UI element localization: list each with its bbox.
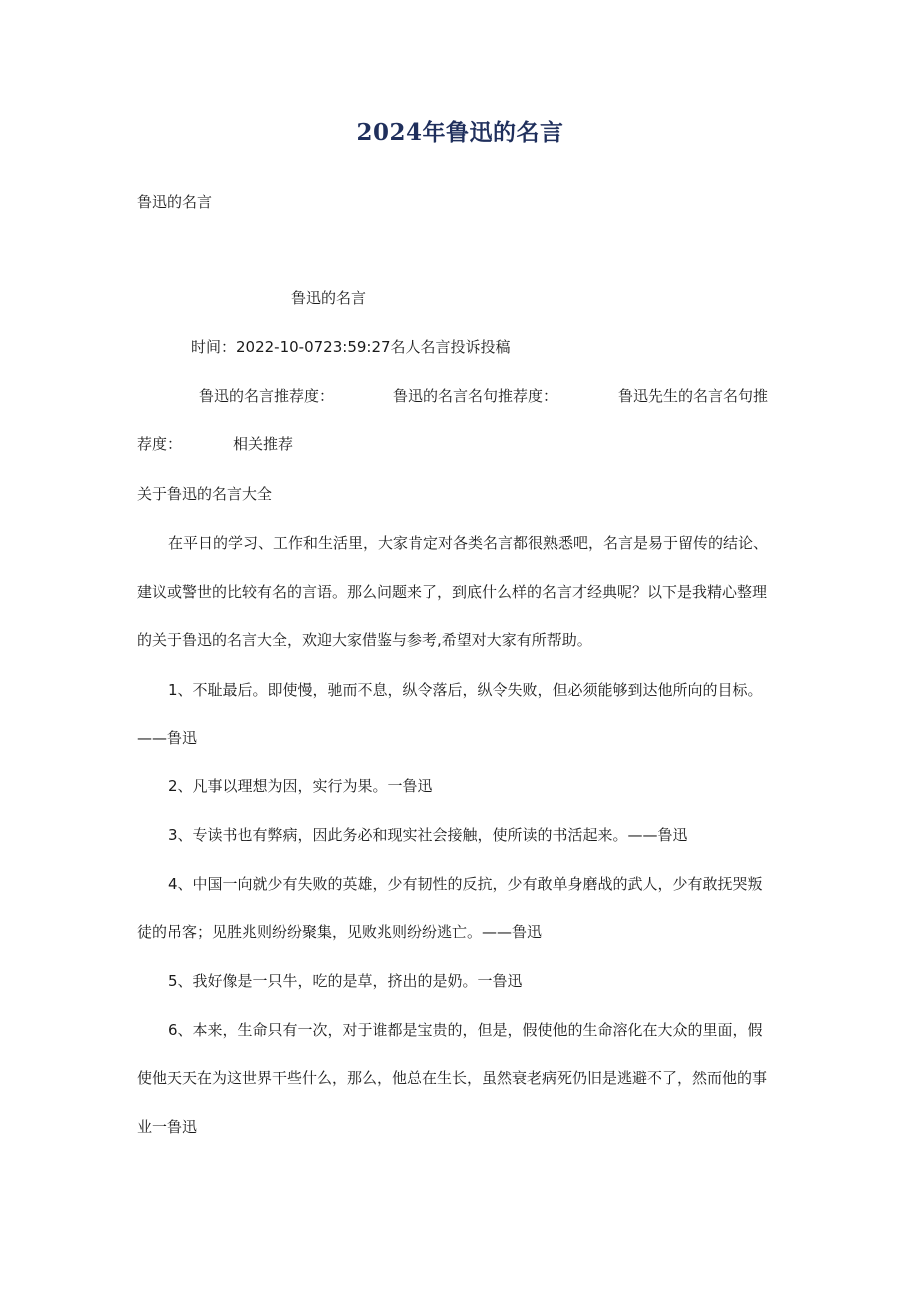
quote-6-line-2: 使他天天在为这世界干些什么，那么，他总在生长，虽然衰老病死仍旧是逃避不了，然而他的事 <box>137 1069 768 1087</box>
subtitle: 鲁迅的名言 <box>137 193 213 211</box>
quote-5: 5、我好像是一只牛，吃的是草，挤出的是奶。一鲁迅 <box>168 972 523 990</box>
intro-line-3: 的关于鲁迅的名言大全，欢迎大家借鉴与参考,希望对大家有所帮助。 <box>137 631 592 649</box>
quote-3: 3、专读书也有弊病，因此务必和现实社会接触，使所读的书活起来。——鲁迅 <box>168 826 688 844</box>
related-recommend: 相关推荐 <box>233 435 294 453</box>
recommend-item-1: 鲁迅的名言推荐度： <box>199 387 335 405</box>
article-meta: 时间：2022-10-0723:59:27名人名言投诉投稿 <box>191 338 511 356</box>
quote-1-line-1: 1、不耻最后。即使慢，驰而不息，纵令落后，纵令失败，但必须能够到达他所向的目标。 <box>168 681 763 699</box>
recommend-item-3: 鲁迅先生的名言名句推 <box>618 387 769 405</box>
quote-2: 2、凡事以理想为因，实行为果。一鲁迅 <box>168 777 433 795</box>
quote-6-line-1: 6、本来，生命只有一次，对于谁都是宝贵的，但是，假使他的生命溶化在大众的里面，假 <box>168 1021 763 1039</box>
quote-4-line-2: 徒的吊客；见胜兆则纷纷聚集，见败兆则纷纷逃亡。——鲁迅 <box>137 923 543 941</box>
quote-6-line-3: 业一鲁迅 <box>137 1118 198 1136</box>
quote-1-line-2: ——鲁迅 <box>137 729 198 747</box>
article-heading: 鲁迅的名言 <box>291 289 367 307</box>
document-title: 2024年鲁迅的名言 <box>356 119 564 146</box>
quote-4-line-1: 4、中国一向就少有失败的英雄，少有韧性的反抗，少有敢单身磨战的武人，少有敢抚哭叛 <box>168 875 763 893</box>
recommend-item-2: 鲁迅的名言名句推荐度： <box>393 387 559 405</box>
intro-line-1: 在平日的学习、工作和生活里，大家肯定对各类名言都很熟悉吧，名言是易于留传的结论、 <box>168 534 769 552</box>
intro-line-2: 建议或警世的比较有名的言语。那么问题来了，到底什么样的名言才经典呢？以下是我精心整理 <box>137 583 768 601</box>
recommend-item-3-cont: 荐度： <box>137 435 183 453</box>
section-title: 关于鲁迅的名言大全 <box>137 485 273 503</box>
